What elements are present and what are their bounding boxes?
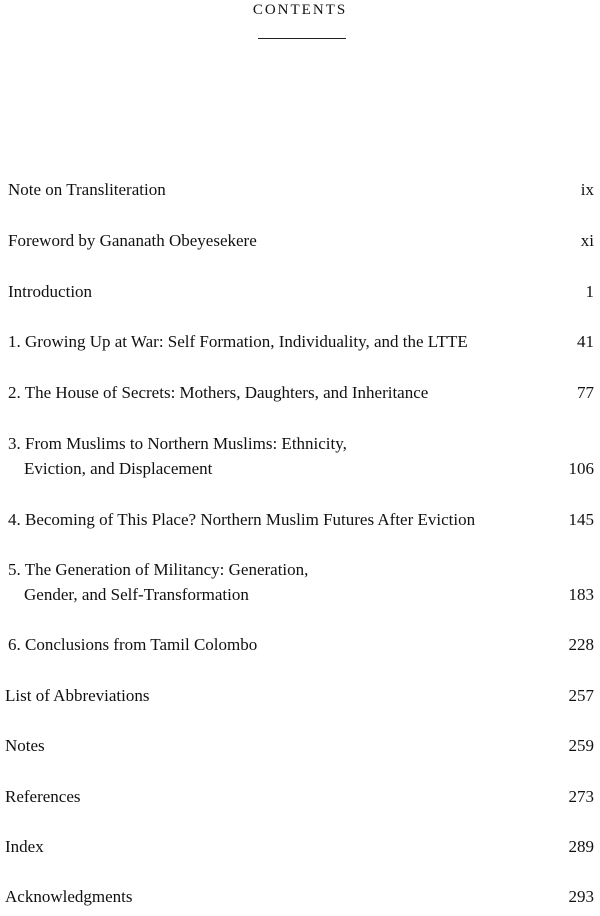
toc-entry-introduction[interactable] xyxy=(8,279,594,304)
toc-entry-page: 273 xyxy=(568,787,594,806)
toc-entry-chapter-3[interactable] xyxy=(8,431,594,481)
toc-entry-index[interactable] xyxy=(5,834,594,859)
toc-entry-notes[interactable] xyxy=(5,733,594,758)
toc-entry-note-on-transliteration[interactable] xyxy=(8,177,594,202)
toc-entry-page: 228 xyxy=(568,635,594,654)
toc-entry-list-of-abbreviations[interactable] xyxy=(5,683,594,708)
toc-entry-page: 257 xyxy=(568,686,594,705)
toc-entry-page: 183 xyxy=(568,585,594,604)
toc-entry-page: 259 xyxy=(568,736,594,755)
toc-entry-page: 41 xyxy=(577,332,594,351)
toc-entry-title: Introduction xyxy=(8,282,93,301)
toc-entry-chapter-4[interactable] xyxy=(8,507,594,532)
toc-entry-title: Notes xyxy=(5,736,45,755)
toc-entry-page: xi xyxy=(580,231,594,250)
toc-entry-title: References xyxy=(5,787,81,806)
toc-entry-title: Foreword by Gananath Obeyesekere xyxy=(8,231,257,250)
toc-entry-page: 145 xyxy=(568,510,594,529)
toc-entry-title: Index xyxy=(5,837,44,856)
toc-entry-title xyxy=(8,557,594,607)
toc-entry-page: 289 xyxy=(568,837,594,856)
toc-entry-chapter-6[interactable] xyxy=(8,632,594,657)
toc-entry-page: ix xyxy=(580,180,594,199)
toc-entry-title: 6. Conclusions from Tamil Colombo xyxy=(8,635,258,654)
toc-entry-title: 4. Becoming of This Place? Northern Muslim Futures After Eviction xyxy=(8,510,476,529)
page-title: CONTENTS xyxy=(252,2,348,18)
toc-entry-title: List of Abbreviations xyxy=(5,686,150,705)
toc-entry-chapter-1[interactable] xyxy=(8,329,594,354)
toc-entry-references[interactable] xyxy=(5,784,594,809)
toc-entry-page: 106 xyxy=(568,459,594,478)
toc-entry-title-line1: 3. From Muslims to Northern Muslims: Ethnicity, xyxy=(8,434,347,453)
toc-entry-title xyxy=(8,431,594,481)
toc-entry-page: 1 xyxy=(585,282,594,301)
toc-entry-title: 1. Growing Up at War: Self Formation, Individuality, and the LTTE xyxy=(8,332,468,351)
toc-entry-title-line2: Gender, and Self-Transformation xyxy=(24,585,249,604)
toc-entry-chapter-2[interactable] xyxy=(8,380,594,405)
toc-entry-title: 2. The House of Secrets: Mothers, Daughters, and Inheritance xyxy=(8,383,429,402)
toc-entry-title: Note on Transliteration xyxy=(8,180,166,199)
toc-entry-chapter-5[interactable] xyxy=(8,557,594,607)
toc-entry-page: 77 xyxy=(577,383,594,402)
toc-entry-foreword[interactable] xyxy=(8,228,594,253)
toc-entry-page: 293 xyxy=(568,887,594,906)
toc-entry-acknowledgments[interactable] xyxy=(5,884,594,909)
toc-entry-title-line2: Eviction, and Displacement xyxy=(24,459,213,478)
toc-entry-title: Acknowledgments xyxy=(5,887,133,906)
toc-entry-title-line1: 5. The Generation of Militancy: Generation, xyxy=(8,560,309,579)
